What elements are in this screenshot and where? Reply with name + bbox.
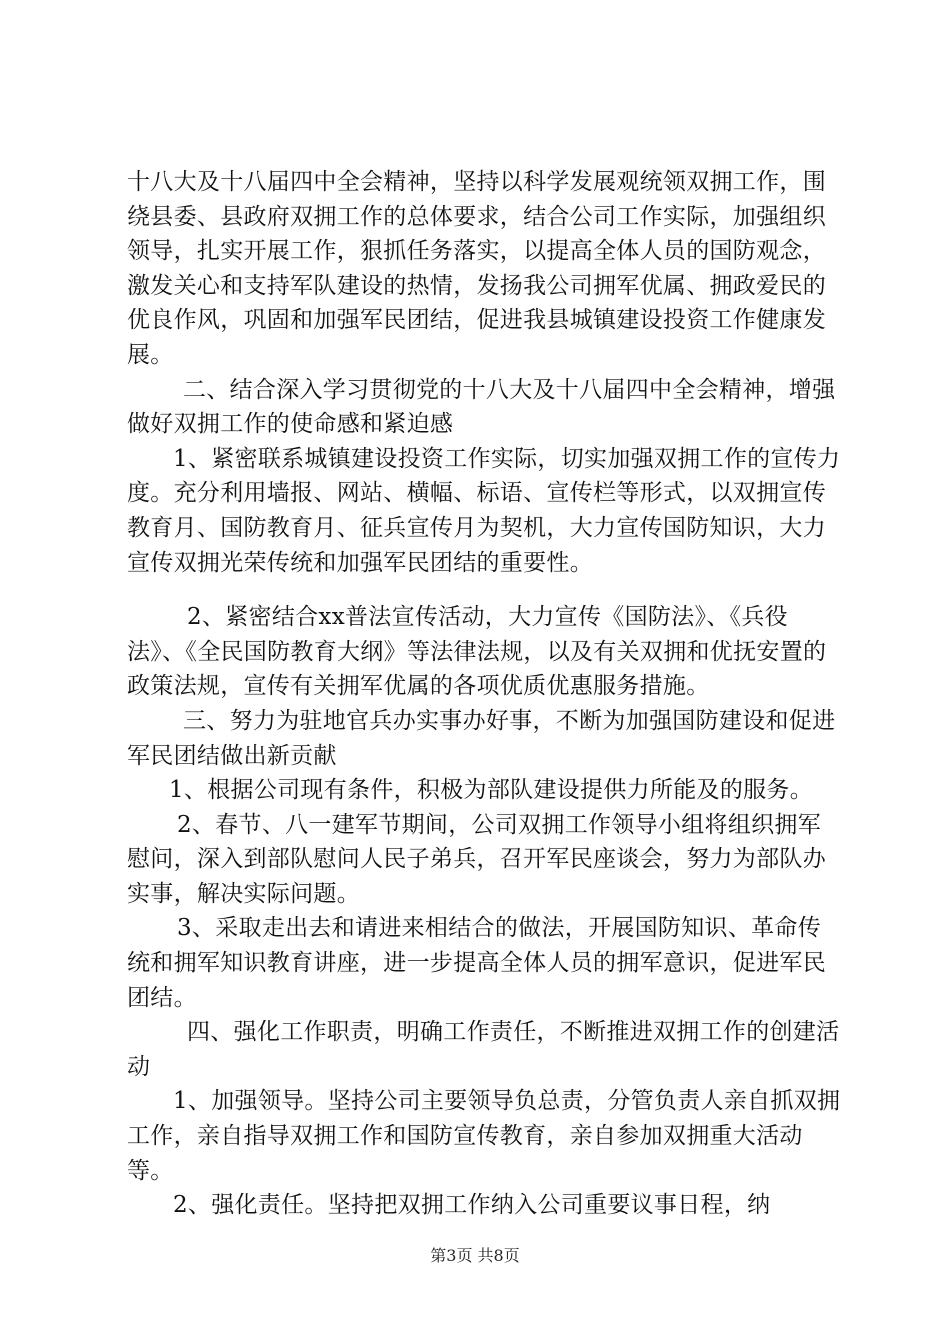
section-heading-2: 二、结合深入学习贯彻党的十八大及十八届四中全会精神，增强做好双拥工作的使命感和紧迫感 — [127, 376, 836, 438]
page-number: 第3页 共8页 — [430, 1246, 520, 1265]
paragraph-3-3: 3、采取走出去和请进来相结合的做法，开展国防知识、革命传统和拥军知识教育讲座，进一步提高全体人员的拥军意识，促进军民团结。 — [127, 915, 826, 1011]
paragraph-2-1: 1、紧密联系城镇建设投资工作实际，切实加强双拥工作的宣传力度。充分利用墙报、网站、横幅、标语、宣传栏等形式，以双拥宣传教育月、国防教育月、征兵宣传月为契机，大力宣传国防知识，大力宣传双拥光荣传统和加强军民团结的重要性。 — [127, 445, 841, 576]
paragraph-4-1: 1、加强领导。坚持公司主要领导负总责，分管负责人亲自抓双拥工作，亲自指导双拥工作和国防宣传教育，亲自参加双拥重大活动等。 — [127, 1088, 841, 1184]
paragraph-3-2: 2、春节、八一建军节期间，公司双拥工作领导小组将组织拥军慰问，深入到部队慰问人民子弟兵，召开军民座谈会，努力为部队办实事，解决实际问题。 — [127, 811, 826, 907]
paragraph-4-2: 2、强化责任。坚持把双拥工作纳入公司重要议事日程，纳 — [173, 1192, 771, 1219]
section-heading-3: 三、努力为驻地官兵办实事办好事，不断为加强国防建设和促进军民团结做出新贡献 — [127, 707, 836, 769]
section-heading-4: 四、强化工作职责，明确工作责任，不断推进双拥工作的创建活动 — [127, 1019, 840, 1080]
paragraph-intro: 十八大及十八届四中全会精神，坚持以科学发展观统领双拥工作，围绕县委、县政府双拥工作的总体要求，结合公司工作实际，加强组织领导，扎实开展工作，狠抓任务落实，以提高全体人员的国防观念，激发关心和支持军队建设的热情，发扬我公司拥军优属、拥政爱民的优良作风，巩固和加强军民团结，促进我县城镇建设投资工作健康发展。 — [127, 169, 826, 368]
paragraph-2-2: 2、紧密结合xx普法宣传活动，大力宣传《国防法》、《兵役法》、《全民国防教育大纲》等法律法规，以及有关双拥和优抚安置的政策法规，宣传有关拥军优属的各项优质优惠服务措施。 — [127, 604, 827, 700]
paragraph-3-1: 1、根据公司现有条件，积极为部队建设提供力所能及的服务。 — [169, 777, 814, 804]
document-body — [127, 165, 842, 1223]
